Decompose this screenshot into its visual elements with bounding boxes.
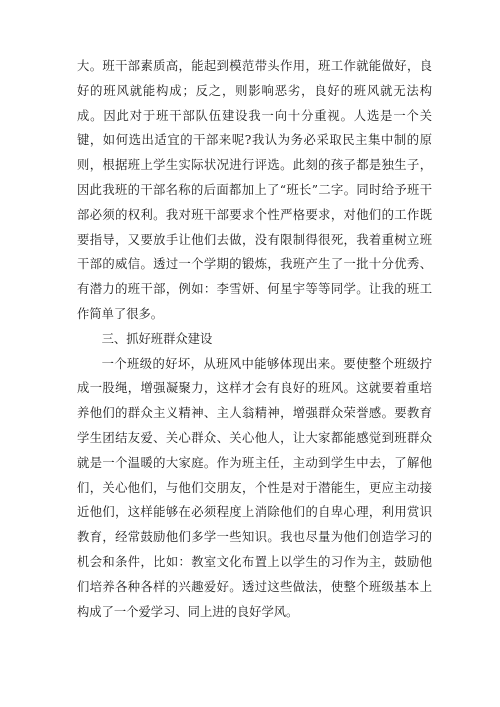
section-heading: 三、抓好班群众建设: [101, 331, 213, 346]
document-body: [77, 54, 432, 624]
paragraph-continuation: 大。班干部素质高，能起到模范带头作用，班工作就能做好，良好的班风就能构成；反之，则影响恶劣，良好的班风就无法构成。因此对于班干部队伍建设我一向十分重视。人选是一个关键，如何选出适宜的干部来呢?我认为务必采取民主集中制的原则，根据班上学生实际状况进行评选。此刻的孩子都是独生子，因此我班的干部名称的后面都加上了“班长”二字。同时给予班干部必须的权利。我对班干部要求个性严格要求，对他们的工作既要指导，又要放手让他们去做，没有限制得很死，我着重树立班干部的威信。透过一个学期的锻炼，我班产生了一批十分优秀、有潜力的班干部，例如：李雪妍、何星宇等等同学。让我的班工作简单了很多。: [77, 59, 432, 321]
paragraph-class-collective: 一个班级的好坏，从班风中能够体现出来。要使整个班级拧成一股绳，增强凝聚力，这样才会有良好的班风。这就要着重培养他们的群众主义精神、主人翁精神，增强群众荣誉感。要教育学生团结友爱、关心群众、关心他人，让大家都能感觉到班群众就是一个温暖的大家庭。作为班主任，主动到学生中去，了解他们，关心他们，与他们交朋友，个性是对于潜能生，更应主动接近他们，这样能够在必须程度上消除他们的自卑心理，利用赏识教育，经常鼓励他们多学一些知识。我也尽量为他们创造学习的机会和条件，比如：教室文化布置上以学生的习作为主，鼓励他们培养各种各样的兴趣爱好。透过这些做法，使整个班级基本上构成了一个爱学习、同上进的良好学风。: [77, 356, 432, 619]
